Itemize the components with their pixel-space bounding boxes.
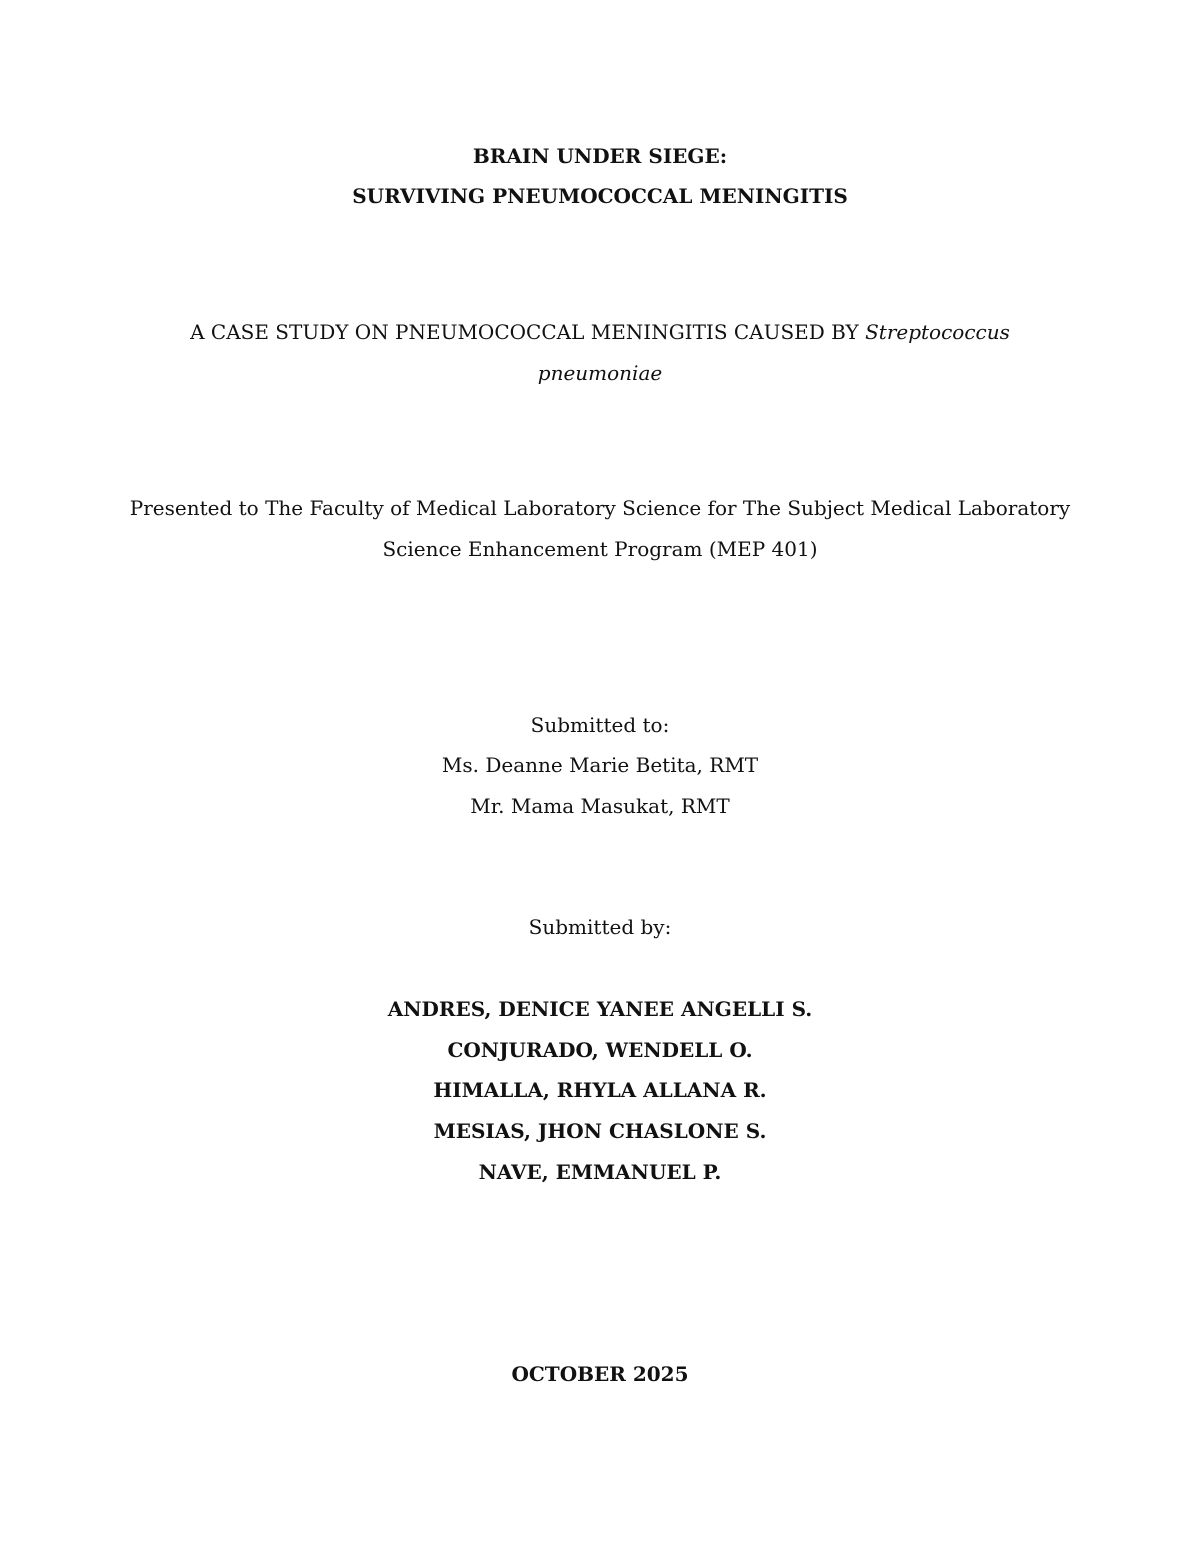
- recipient-2: Mr. Mama Masukat, RMT: [470, 794, 730, 818]
- submitted-to-label: Submitted to:: [530, 713, 670, 737]
- presented-line-2: Science Enhancement Program (MEP 401): [382, 537, 818, 561]
- author-1: ANDRES, DENICE YANEE ANGELLI S.: [387, 997, 813, 1021]
- author-4: MESIAS, JHON CHASLONE S.: [433, 1119, 767, 1143]
- species-epithet: pneumoniae: [537, 361, 663, 385]
- author-3: HIMALLA, RHYLA ALLANA R.: [433, 1078, 767, 1102]
- recipient-1: Ms. Deanne Marie Betita, RMT: [441, 753, 759, 777]
- subtitle-prefix: A CASE STUDY ON PNEUMOCOCCAL MENINGITIS CAUSED BY: [190, 320, 859, 344]
- presented-line-1: Presented to The Faculty of Medical Laboratory Science for The Subject Medical Laboratory: [129, 496, 1071, 520]
- submission-date: OCTOBER 2025: [511, 1362, 689, 1386]
- author-2: CONJURADO, WENDELL O.: [447, 1038, 753, 1062]
- title-line-1: BRAIN UNDER SIEGE:: [472, 144, 728, 168]
- subtitle-line-2: [120, 359, 1080, 387]
- author-5: NAVE, EMMANUEL P.: [478, 1160, 722, 1184]
- species-genus: Streptococcus: [865, 320, 1010, 344]
- submitted-by-label: Submitted by:: [528, 915, 672, 939]
- title-line-2: SURVIVING PNEUMOCOCCAL MENINGITIS: [352, 184, 848, 208]
- subtitle-line-1: [120, 318, 1080, 346]
